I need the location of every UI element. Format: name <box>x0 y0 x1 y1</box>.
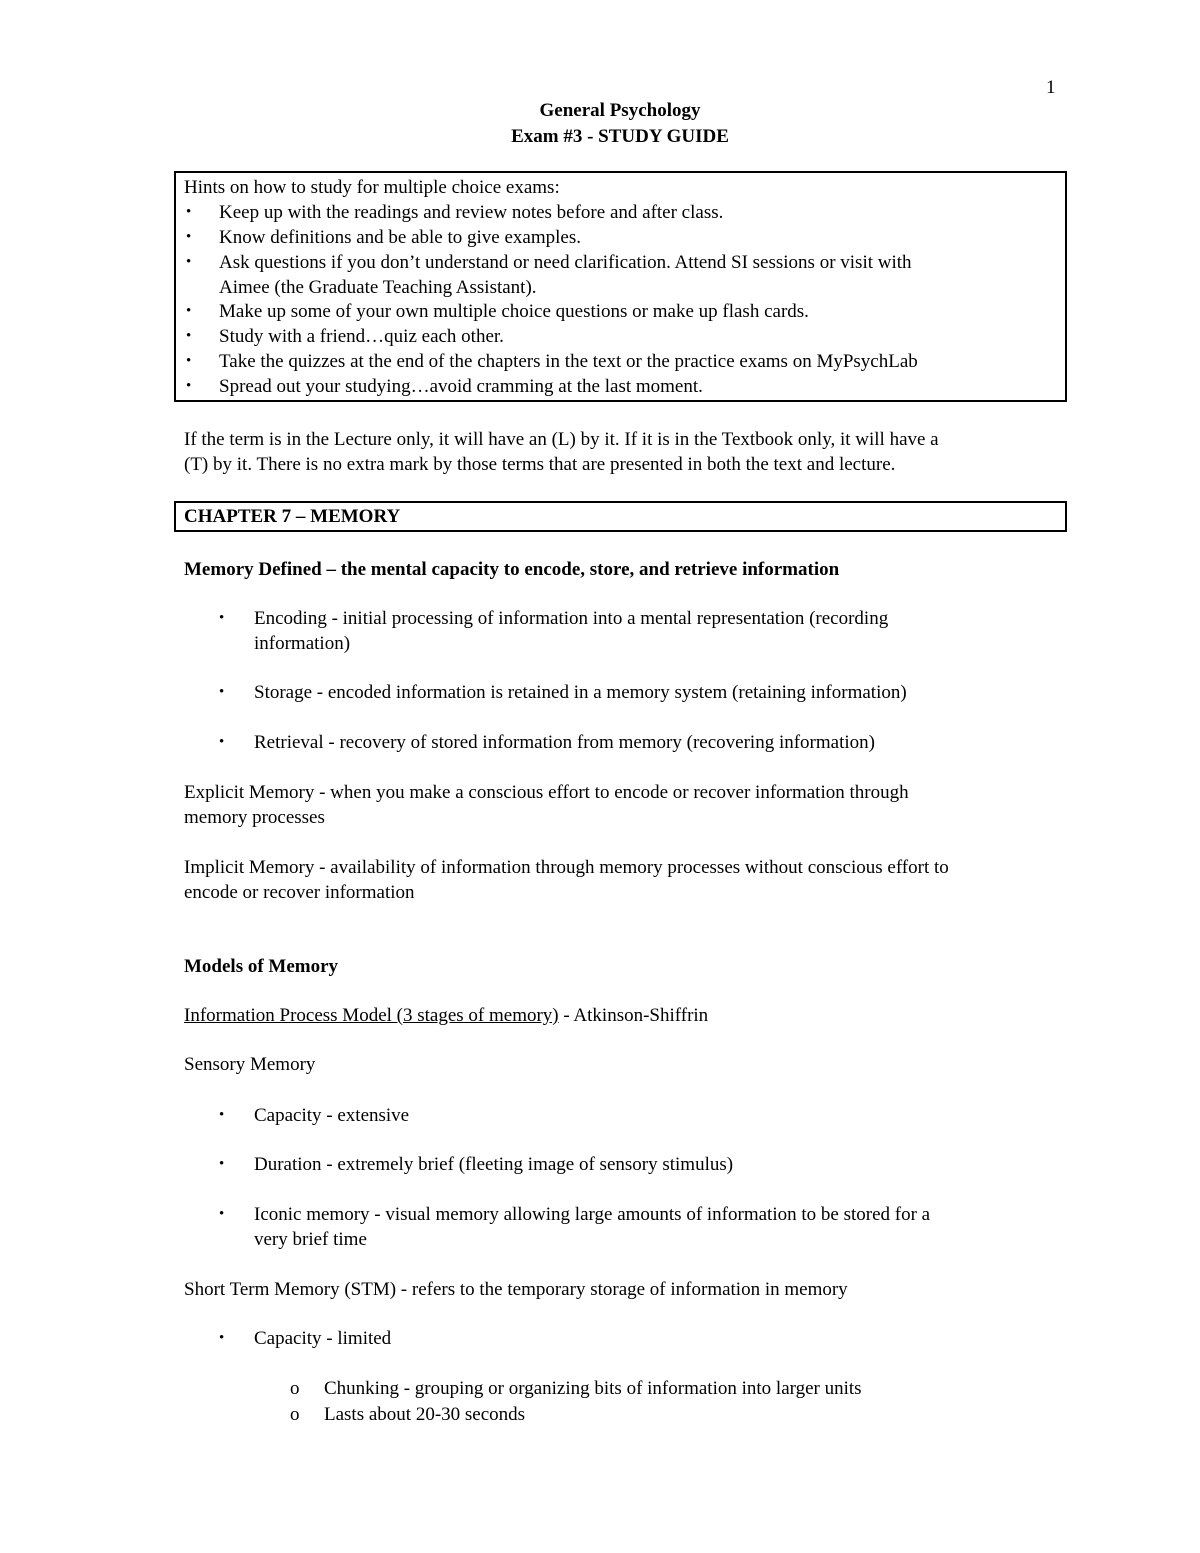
bullet-icon: • <box>219 610 225 626</box>
legend-line: (T) by it. There is no extra mark by those terms that are presented in both the text and lecture. <box>184 454 896 475</box>
model-name: Information Process Model (3 stages of memory) <box>184 1005 559 1026</box>
bullet-icon: • <box>186 204 192 220</box>
stm-heading: Short Term Memory (STM) - refers to the temporary storage of information in memory <box>184 1279 848 1300</box>
sensory-item: Iconic memory - visual memory allowing large amounts of information to be stored for a <box>254 1204 931 1225</box>
bullet-icon: • <box>219 1156 225 1172</box>
page-number: 1 <box>1046 77 1056 98</box>
chapter-title: CHAPTER 7 – MEMORY <box>184 506 401 527</box>
hint-item-continued: Aimee (the Graduate Teaching Assistant). <box>219 277 537 298</box>
document-title: General Psychology <box>539 100 701 121</box>
bullet-icon: • <box>219 1330 225 1346</box>
memory-process-item: Retrieval - recovery of stored information from memory (recovering information) <box>254 732 875 753</box>
implicit-memory-definition: Implicit Memory - availability of information through memory processes without conscious effort to <box>184 857 949 878</box>
memory-process-item: Storage - encoded information is retained in a memory system (retaining information) <box>254 682 907 703</box>
bullet-icon: • <box>186 254 192 270</box>
stm-capacity: Capacity - limited <box>254 1328 392 1349</box>
memory-defined-heading: Memory Defined – the mental capacity to encode, store, and retrieve information <box>184 559 840 580</box>
circle-bullet-icon: o <box>290 1404 300 1425</box>
hint-item: Make up some of your own multiple choice questions or make up flash cards. <box>219 301 809 322</box>
bullet-icon: • <box>186 353 192 369</box>
implicit-memory-definition-continued: encode or recover information <box>184 882 415 903</box>
hint-item: Study with a friend…quiz each other. <box>219 326 504 347</box>
hint-item: Know definitions and be able to give examples. <box>219 227 581 248</box>
bullet-icon: • <box>186 378 192 394</box>
circle-bullet-icon: o <box>290 1378 300 1399</box>
sensory-item: Duration - extremely brief (fleeting image of sensory stimulus) <box>254 1154 734 1175</box>
bullet-icon: • <box>219 734 225 750</box>
document-subtitle: Exam #3 - STUDY GUIDE <box>511 126 729 147</box>
bullet-icon: • <box>186 303 192 319</box>
memory-process-item-continued: information) <box>254 633 351 654</box>
bullet-icon: • <box>186 328 192 344</box>
bullet-icon: • <box>219 1107 225 1123</box>
sensory-item-continued: very brief time <box>254 1229 367 1250</box>
bullet-icon: • <box>219 1206 225 1222</box>
stm-sub-item: Lasts about 20-30 seconds <box>324 1404 526 1425</box>
legend-line: If the term is in the Lecture only, it will have an (L) by it. If it is in the Textbook only, it will have a <box>184 429 939 450</box>
models-heading: Models of Memory <box>184 956 339 977</box>
hint-item: Ask questions if you don’t understand or need clarification. Attend SI sessions or visit with <box>219 252 912 273</box>
information-process-model <box>184 1003 708 1028</box>
explicit-memory-definition-continued: memory processes <box>184 807 325 828</box>
bullet-icon: • <box>219 684 225 700</box>
hint-item: Keep up with the readings and review notes before and after class. <box>219 202 724 223</box>
hint-item: Spread out your studying…avoid cramming at the last moment. <box>219 376 703 397</box>
explicit-memory-definition: Explicit Memory - when you make a conscious effort to encode or recover information through <box>184 782 909 803</box>
hints-intro: Hints on how to study for multiple choice exams: <box>184 177 560 198</box>
memory-process-item: Encoding - initial processing of information into a mental representation (recording <box>254 608 889 629</box>
sensory-memory-heading: Sensory Memory <box>184 1054 316 1075</box>
sensory-item: Capacity - extensive <box>254 1105 410 1126</box>
hint-item: Take the quizzes at the end of the chapters in the text or the practice exams on MyPsychLab <box>219 351 918 372</box>
bullet-icon: • <box>186 229 192 245</box>
model-authors: - Atkinson-Shiffrin <box>558 1005 709 1026</box>
stm-sub-item: Chunking - grouping or organizing bits of information into larger units <box>324 1378 862 1399</box>
